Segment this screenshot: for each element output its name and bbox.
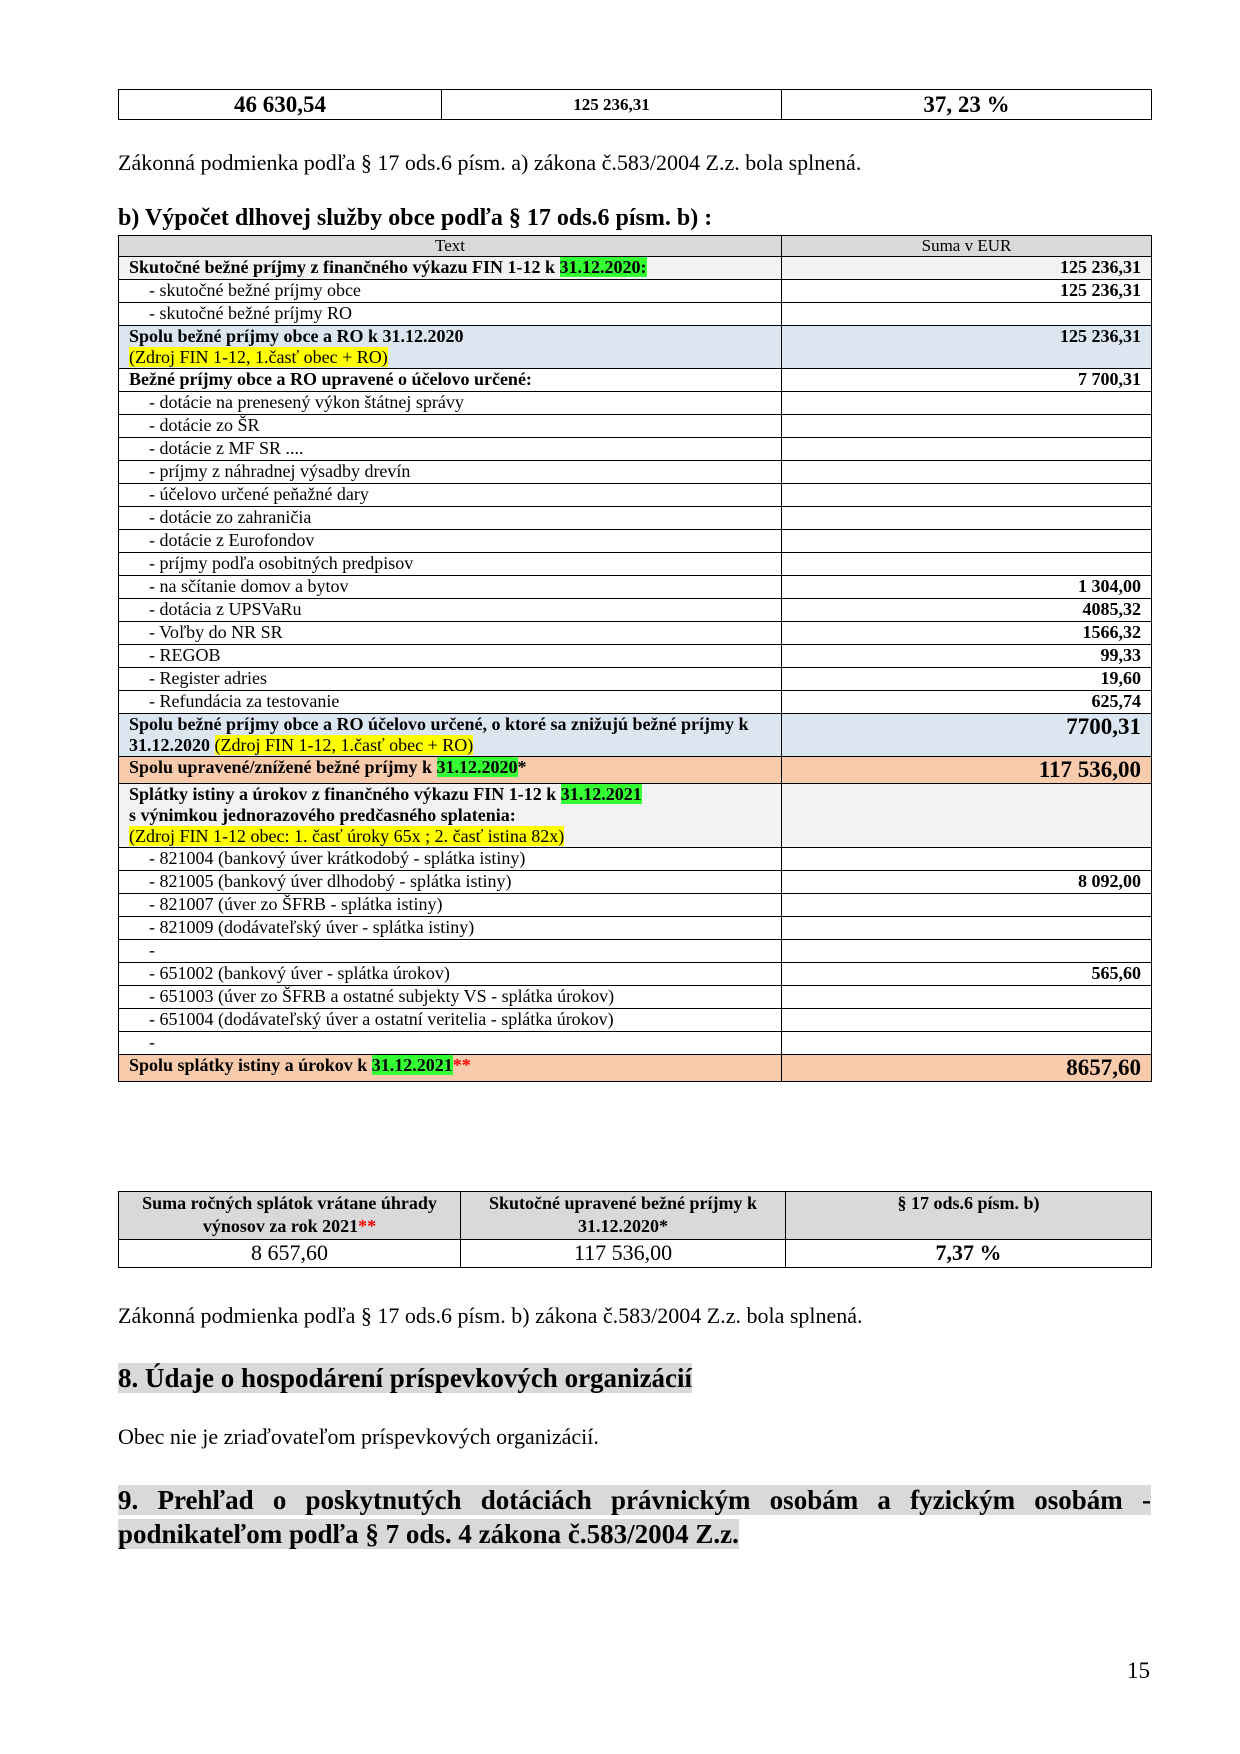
row-value (782, 1009, 1152, 1032)
adjusted-income-value: 117 536,00 (461, 1240, 786, 1268)
row-value (782, 530, 1152, 553)
table-row (119, 415, 1152, 438)
table-row (119, 917, 1152, 940)
table-row (119, 963, 1152, 986)
row-label: - príjmy podľa osobitných predpisov (119, 553, 782, 576)
row-label: - dotácie zo ŠR (119, 415, 782, 438)
row-label: - 651003 (úver zo ŠFRB a ostatné subjekty VS - splátka úrokov) (119, 986, 782, 1009)
row-value (782, 940, 1152, 963)
table-row (119, 392, 1152, 415)
header-paragraph: § 17 ods.6 písm. b) (786, 1192, 1152, 1240)
table-row (119, 986, 1152, 1009)
row-value: 1 304,00 (782, 576, 1152, 599)
row-label: - na sčítanie domov a bytov (119, 576, 782, 599)
annual-repayments-value: 8 657,60 (119, 1240, 461, 1268)
row-label: - skutočné bežné príjmy RO (119, 303, 782, 326)
table-row (119, 714, 1152, 757)
section-b-title: b) Výpočet dlhovej služby obce podľa § 17 ods.6 písm. b) : (118, 205, 713, 231)
table-row (119, 940, 1152, 963)
row-label: Spolu bežné príjmy obce a RO účelovo určené, o ktoré sa znižujú bežné príjmy k 31.12.2020 (Zdroj FIN 1-12, 1.časť obec + RO) (119, 714, 782, 757)
header-text: Text (119, 236, 782, 257)
table-row (119, 484, 1152, 507)
row-label: Skutočné bežné príjmy z finančného výkazu FIN 1-12 k 31.12.2020: (119, 257, 782, 280)
header-adjusted-income: Skutočné upravené bežné príjmy k 31.12.2020* (461, 1192, 786, 1240)
row-value: 19,60 (782, 668, 1152, 691)
table-row (119, 784, 1152, 848)
row-label: - Refundácia za testovanie (119, 691, 782, 714)
row-value (782, 303, 1152, 326)
row-label: - 651002 (bankový úver - splátka úrokov) (119, 963, 782, 986)
table-row (119, 894, 1152, 917)
row-value (782, 415, 1152, 438)
row-value: 625,74 (782, 691, 1152, 714)
row-value: 117 536,00 (782, 757, 1152, 784)
row-value: 1566,32 (782, 622, 1152, 645)
debt-ratio-b-table (118, 1191, 1152, 1268)
table-row (119, 691, 1152, 714)
row-label: Spolu upravené/znížené bežné príjmy k 31.12.2020* (119, 757, 782, 784)
table-row (119, 668, 1152, 691)
row-value (782, 917, 1152, 940)
row-label: - dotácie z Eurofondov (119, 530, 782, 553)
header-amount: Suma v EUR (782, 236, 1152, 257)
row-label: - Register adries (119, 668, 782, 691)
table-row (119, 369, 1152, 392)
table-row (119, 257, 1152, 280)
debt-total-cell: 46 630,54 (119, 90, 442, 120)
debt-ratio-a-table (118, 89, 1152, 120)
table-row (119, 645, 1152, 668)
section-8-text: Obec nie je zriaďovateľom príspevkových organizácií. (118, 1424, 599, 1449)
condition-a-text: Zákonná podmienka podľa § 17 ods.6 písm. a) zákona č.583/2004 Z.z. bola splnená. (118, 150, 862, 175)
table-row (119, 530, 1152, 553)
row-value (782, 848, 1152, 871)
row-value (782, 986, 1152, 1009)
income-cell: 125 236,31 (442, 90, 782, 120)
row-value (782, 438, 1152, 461)
table-header-row (119, 236, 1152, 257)
table-row (119, 326, 1152, 369)
row-label: - REGOB (119, 645, 782, 668)
table-row (119, 90, 1152, 120)
row-value: 7 700,31 (782, 369, 1152, 392)
ratio-value: 7,37 % (786, 1240, 1152, 1268)
row-value: 8657,60 (782, 1055, 1152, 1082)
row-label: - (119, 940, 782, 963)
row-value: 7700,31 (782, 714, 1152, 757)
row-value: 4085,32 (782, 599, 1152, 622)
row-label: - dotácia z UPSVaRu (119, 599, 782, 622)
table-row (119, 553, 1152, 576)
table-row (119, 461, 1152, 484)
row-label: - skutočné bežné príjmy obce (119, 280, 782, 303)
table-row (119, 599, 1152, 622)
row-label: - 651004 (dodávateľský úver a ostatní veritelia - splátka úrokov) (119, 1009, 782, 1032)
row-value (782, 461, 1152, 484)
row-label: - 821005 (bankový úver dlhodobý - splátka istiny) (119, 871, 782, 894)
row-label: - (119, 1032, 782, 1055)
condition-b-text: Zákonná podmienka podľa § 17 ods.6 písm. b) zákona č.583/2004 Z.z. bola splnená. (118, 1303, 863, 1328)
table-row (119, 1032, 1152, 1055)
row-label: - 821007 (úver zo ŠFRB - splátka istiny) (119, 894, 782, 917)
row-value: 125 236,31 (782, 326, 1152, 369)
row-value: 8 092,00 (782, 871, 1152, 894)
row-value: 99,33 (782, 645, 1152, 668)
row-label: - príjmy z náhradnej výsadby drevín (119, 461, 782, 484)
table-row (119, 848, 1152, 871)
row-value (782, 392, 1152, 415)
row-value (782, 784, 1152, 848)
ratio-cell: 37, 23 % (782, 90, 1152, 120)
row-label: - dotácie z MF SR .... (119, 438, 782, 461)
row-label: - 821009 (dodávateľský úver - splátka istiny) (119, 917, 782, 940)
row-label: Bežné príjmy obce a RO upravené o účelovo určené: (119, 369, 782, 392)
row-value: 125 236,31 (782, 280, 1152, 303)
row-label: - účelovo určené peňažné dary (119, 484, 782, 507)
row-label: - Voľby do NR SR (119, 622, 782, 645)
table-row (119, 507, 1152, 530)
table-row (119, 438, 1152, 461)
table-row (119, 622, 1152, 645)
row-label: Splátky istiny a úrokov z finančného výkazu FIN 1-12 k 31.12.2021 s výnimkou jednorazového predčasného splatenia: (Zdroj FIN 1-12 obec: 1. časť úroky 65x ; 2. časť istina 82x) (119, 784, 782, 848)
row-label: - dotácie na prenesený výkon štátnej správy (119, 392, 782, 415)
table-row (119, 576, 1152, 599)
row-value (782, 553, 1152, 576)
table-row (119, 1009, 1152, 1032)
table-row (119, 1240, 1152, 1268)
debt-service-table (118, 235, 1152, 1082)
table-row (119, 871, 1152, 894)
row-value: 125 236,31 (782, 257, 1152, 280)
table-row (119, 757, 1152, 784)
header-annual-repayments: Suma ročných splátok vrátane úhrady výnosov za rok 2021** (119, 1192, 461, 1240)
row-value (782, 507, 1152, 530)
table-row (119, 1055, 1152, 1082)
page-number: 15 (1127, 1658, 1150, 1683)
row-value (782, 1032, 1152, 1055)
table-header-row (119, 1192, 1152, 1240)
section-9-title: 9. Prehľad o poskytnutých dotáciách právnickým osobám a fyzickým osobám - podnikateľom podľa § 7 ods. 4 zákona č.583/2004 Z.z. (118, 1485, 1151, 1549)
section-8-title: 8. Údaje o hospodárení príspevkových organizácií (118, 1363, 693, 1393)
row-label: Spolu bežné príjmy obce a RO k 31.12.2020 (Zdroj FIN 1-12, 1.časť obec + RO) (119, 326, 782, 369)
row-value: 565,60 (782, 963, 1152, 986)
row-label: - dotácie zo zahraničia (119, 507, 782, 530)
row-value (782, 894, 1152, 917)
row-value (782, 484, 1152, 507)
row-label: - 821004 (bankový úver krátkodobý - splátka istiny) (119, 848, 782, 871)
table-row (119, 303, 1152, 326)
table-row (119, 280, 1152, 303)
row-label: Spolu splátky istiny a úrokov k 31.12.2021** (119, 1055, 782, 1082)
